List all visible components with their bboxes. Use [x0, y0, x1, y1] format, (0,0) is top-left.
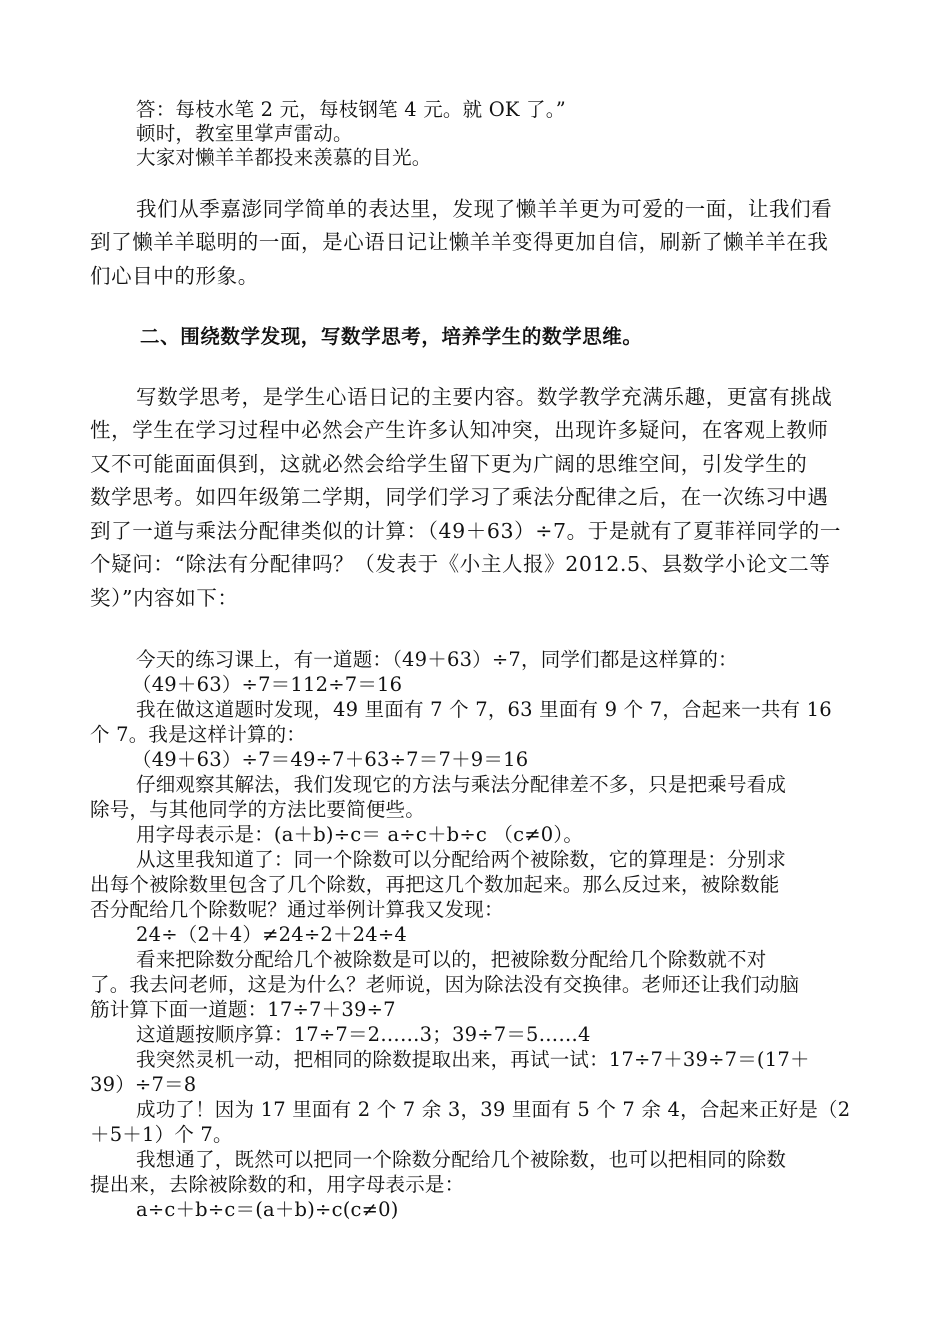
text-line: 顿时，教室里掌声雷动。 [136, 122, 353, 145]
paragraph-line: 性，学生在学习过程中必然会产生许多认知冲突，出现许多疑问，在客观上教师 [90, 418, 829, 442]
paragraph-line: 我们从季嘉澎同学简单的表达里，发现了懒羊羊更为可爱的一面，让我们看 [136, 197, 833, 221]
diary-line: 我突然灵机一动，把相同的除数提取出来，再试一试：17÷7＋39÷7＝(17＋ [136, 1048, 810, 1071]
diary-line: 看来把除数分配给几个被除数是可以的，把被除数分配给几个除数就不对 [136, 948, 767, 971]
diary-line: 提出来，去除被除数的和，用字母表示是： [90, 1173, 465, 1196]
paragraph-line: 到了懒羊羊聪明的一面，是心语日记让懒羊羊变得更加自信，刷新了懒羊羊在我 [90, 230, 829, 254]
diary-line: 24÷（2＋4）≠24÷2＋24÷4 [136, 923, 408, 946]
diary-line: 筋计算下面一道题：17÷7＋39÷7 [90, 998, 396, 1021]
paragraph-line: 奖）”内容如下： [90, 586, 239, 610]
diary-line: 从这里我知道了：同一个除数可以分配给两个被除数，它的算理是：分别求 [136, 848, 787, 871]
diary-line: 个 7。我是这样计算的： [90, 723, 307, 746]
diary-line: 仔细观察其解法，我们发现它的方法与乘法分配律差不多，只是把乘号看成 [136, 773, 787, 796]
text-line: 大家对懒羊羊都投来羡慕的目光。 [136, 146, 432, 169]
diary-line: 除号，与其他同学的方法比要简便些。 [90, 798, 425, 821]
paragraph-line: 写数学思考，是学生心语日记的主要内容。数学教学充满乐趣，更富有挑战 [136, 385, 833, 409]
text-line: 答：每枝水笔 2 元，每枝钢笔 4 元。就 OK 了。” [136, 98, 566, 121]
diary-line: 成功了！因为 17 里面有 2 个 7 余 3，39 里面有 5 个 7 余 4，合起来正好是（2 [136, 1098, 851, 1121]
paragraph-line: 个疑问：“除法有分配律吗？（发表于《小主人报》2012.5、县数学小论文二等 [90, 552, 831, 576]
diary-line: 了。我去问老师，这是为什么？老师说，因为除法没有交换律。老师还让我们动脑 [90, 973, 800, 996]
diary-line: ＋5＋1）个 7。 [90, 1123, 233, 1146]
diary-line: 用字母表示是：(a＋b)÷c＝ a÷c＋b÷c （c≠0）。 [136, 823, 584, 846]
section-heading: 二、围绕数学发现，写数学思考，培养学生的数学思维。 [140, 325, 643, 348]
diary-line: （49＋63）÷7＝112÷7＝16 [132, 673, 403, 696]
paragraph-line: 到了一道与乘法分配律类似的计算：（49＋63）÷7。于是就有了夏菲祥同学的一 [90, 519, 841, 543]
diary-line: （49＋63）÷7＝49÷7＋63÷7＝7＋9＝16 [132, 748, 529, 771]
diary-line: a÷c＋b÷c＝(a＋b)÷c(c≠0) [136, 1198, 399, 1221]
diary-line: 39）÷7＝8 [90, 1073, 197, 1096]
diary-line: 否分配给几个除数呢？通过举例计算我又发现： [90, 898, 504, 921]
diary-line: 出每个被除数里包含了几个除数，再把这几个数加起来。那么反过来，被除数能 [90, 873, 780, 896]
diary-line: 我想通了，既然可以把同一个除数分配给几个被除数，也可以把相同的除数 [136, 1148, 787, 1171]
paragraph-line: 数学思考。如四年级第二学期，同学们学习了乘法分配律之后，在一次练习中遇 [90, 485, 829, 509]
paragraph-line: 们心目中的形象。 [90, 264, 259, 288]
diary-line: 今天的练习课上，有一道题：（49＋63）÷7，同学们都是这样算的： [136, 648, 738, 671]
paragraph-line: 又不可能面面俱到，这就必然会给学生留下更为广阔的思维空间，引发学生的 [90, 452, 808, 476]
diary-line: 我在做这道题时发现，49 里面有 7 个 7，63 里面有 9 个 7，合起来一共有 16 [136, 698, 832, 721]
diary-line: 这道题按顺序算：17÷7＝2……3；39÷7＝5……4 [136, 1023, 591, 1046]
